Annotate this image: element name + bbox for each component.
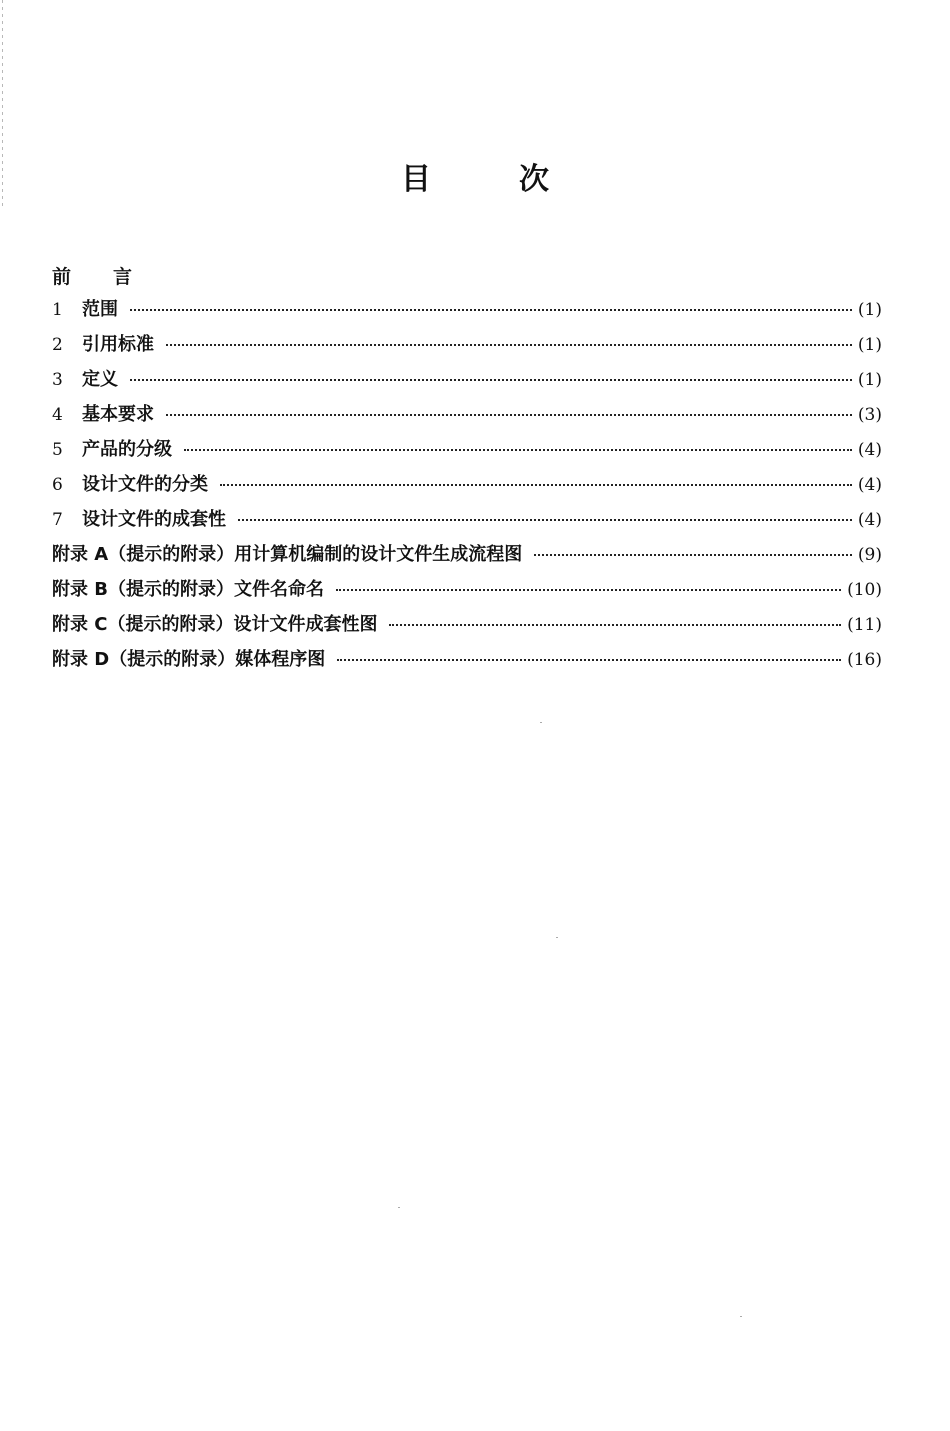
dot-leader <box>166 404 852 416</box>
toc-entry-label: 附录 A（提示的附录）用计算机编制的设计文件生成流程图 <box>52 544 523 565</box>
toc-entry-5 <box>52 436 882 471</box>
toc-appendix-a <box>52 541 882 576</box>
toc-entry-2 <box>52 331 882 366</box>
dot-leader <box>166 334 852 346</box>
dot-leader <box>337 649 841 661</box>
scan-speck <box>540 722 542 723</box>
toc-entry-page: (11) <box>847 615 882 635</box>
toc-entry-label: 定义 <box>82 369 118 390</box>
toc-entry-label: 设计文件的分类 <box>82 474 208 495</box>
dot-leader <box>220 474 852 486</box>
title-char-1: 目 <box>401 162 431 197</box>
table-of-contents <box>52 296 882 681</box>
toc-entry-1 <box>52 296 882 331</box>
toc-entry-page: (10) <box>847 580 882 600</box>
toc-entry-page: (9) <box>857 545 882 565</box>
toc-entry-page: (4) <box>857 475 882 495</box>
dot-leader <box>238 509 852 521</box>
toc-entry-label: 附录 C（提示的附录）设计文件成套性图 <box>52 614 378 635</box>
toc-entry-number: 7 <box>52 510 63 530</box>
toc-entry-number: 1 <box>52 300 63 320</box>
toc-entry-label: 附录 D（提示的附录）媒体程序图 <box>52 649 326 670</box>
preface-char-1: 前 <box>52 266 72 288</box>
toc-appendix-b <box>52 576 882 611</box>
toc-entry-page: (1) <box>857 300 882 320</box>
title-char-2: 次 <box>519 162 549 197</box>
dot-leader <box>534 544 852 556</box>
toc-entry-label: 设计文件的成套性 <box>82 509 226 530</box>
toc-entry-label: 引用标准 <box>82 334 154 355</box>
toc-entry-label: 产品的分级 <box>82 439 172 460</box>
page-title <box>0 160 950 200</box>
toc-preface-entry <box>52 263 132 291</box>
toc-appendix-d <box>52 646 882 681</box>
scan-speck <box>398 1207 400 1208</box>
toc-entry-7 <box>52 506 882 541</box>
toc-entry-page: (4) <box>857 440 882 460</box>
toc-entry-label: 范围 <box>82 299 118 320</box>
toc-entry-6 <box>52 471 882 506</box>
dot-leader <box>389 614 841 626</box>
toc-entry-page: (4) <box>857 510 882 530</box>
scan-speck <box>556 937 558 938</box>
toc-entry-page: (1) <box>857 335 882 355</box>
dot-leader <box>336 579 841 591</box>
scan-speck <box>740 1316 742 1317</box>
dot-leader <box>130 299 852 311</box>
toc-appendix-c <box>52 611 882 646</box>
toc-entry-page: (3) <box>857 405 882 425</box>
toc-entry-page: (16) <box>847 650 882 670</box>
toc-entry-page: (1) <box>857 370 882 390</box>
toc-entry-number: 4 <box>52 405 63 425</box>
toc-entry-3 <box>52 366 882 401</box>
preface-char-2: 言 <box>113 266 133 288</box>
toc-entry-number: 3 <box>52 370 63 390</box>
toc-entry-label: 附录 B（提示的附录）文件名命名 <box>52 579 324 600</box>
toc-entry-4 <box>52 401 882 436</box>
dot-leader <box>184 439 852 451</box>
toc-entry-number: 5 <box>52 440 63 460</box>
toc-entry-label: 基本要求 <box>82 404 154 425</box>
toc-entry-number: 2 <box>52 335 63 355</box>
dot-leader <box>130 369 852 381</box>
toc-entry-number: 6 <box>52 475 63 495</box>
